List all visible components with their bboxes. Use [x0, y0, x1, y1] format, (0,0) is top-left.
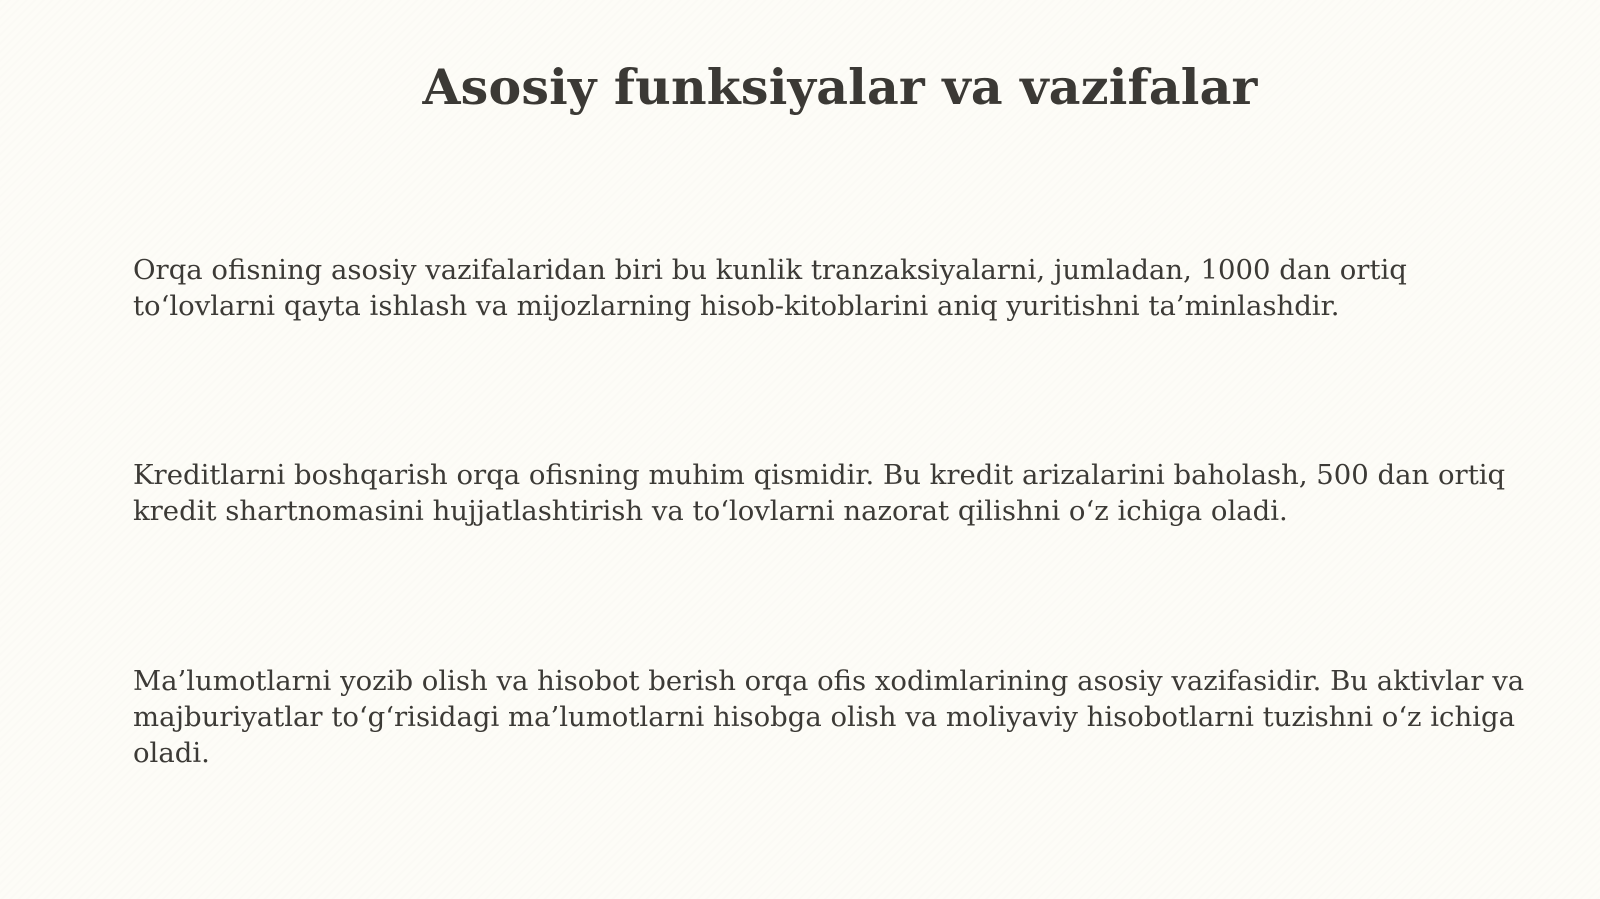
slide-title: Asosiy funksiyalar va vazifalar: [422, 58, 1258, 116]
paragraph-transactions: Orqa ofisning asosiy vazifalaridan biri bu kunlik tranzaksiyalarni, jumladan, 1000 dan ortiq to‘lovlarni qayta ishlash va mijozlarning hisob-kitoblarini aniq yuritishni ta’minlashdir.: [133, 254, 1407, 322]
paragraph-credit-management: Kreditlarni boshqarish orqa ofisning muhim qismidir. Bu kredit arizalarini baholash, 500 dan ortiq kredit shartnomasini hujjatlashtirish va to‘lovlarni nazorat qilishni o‘z ichiga oladi.: [133, 459, 1506, 527]
paragraph-data-reporting: Ma’lumotlarni yozib olish va hisobot berish orqa ofis xodimlarining asosiy vazifasidir. Bu aktivlar va majburiyatlar to‘g‘risidagi ma’lumotlarni hisobga olish va moliyaviy hisobotlarni tuzishni o‘z ichiga oladi.: [133, 665, 1525, 769]
